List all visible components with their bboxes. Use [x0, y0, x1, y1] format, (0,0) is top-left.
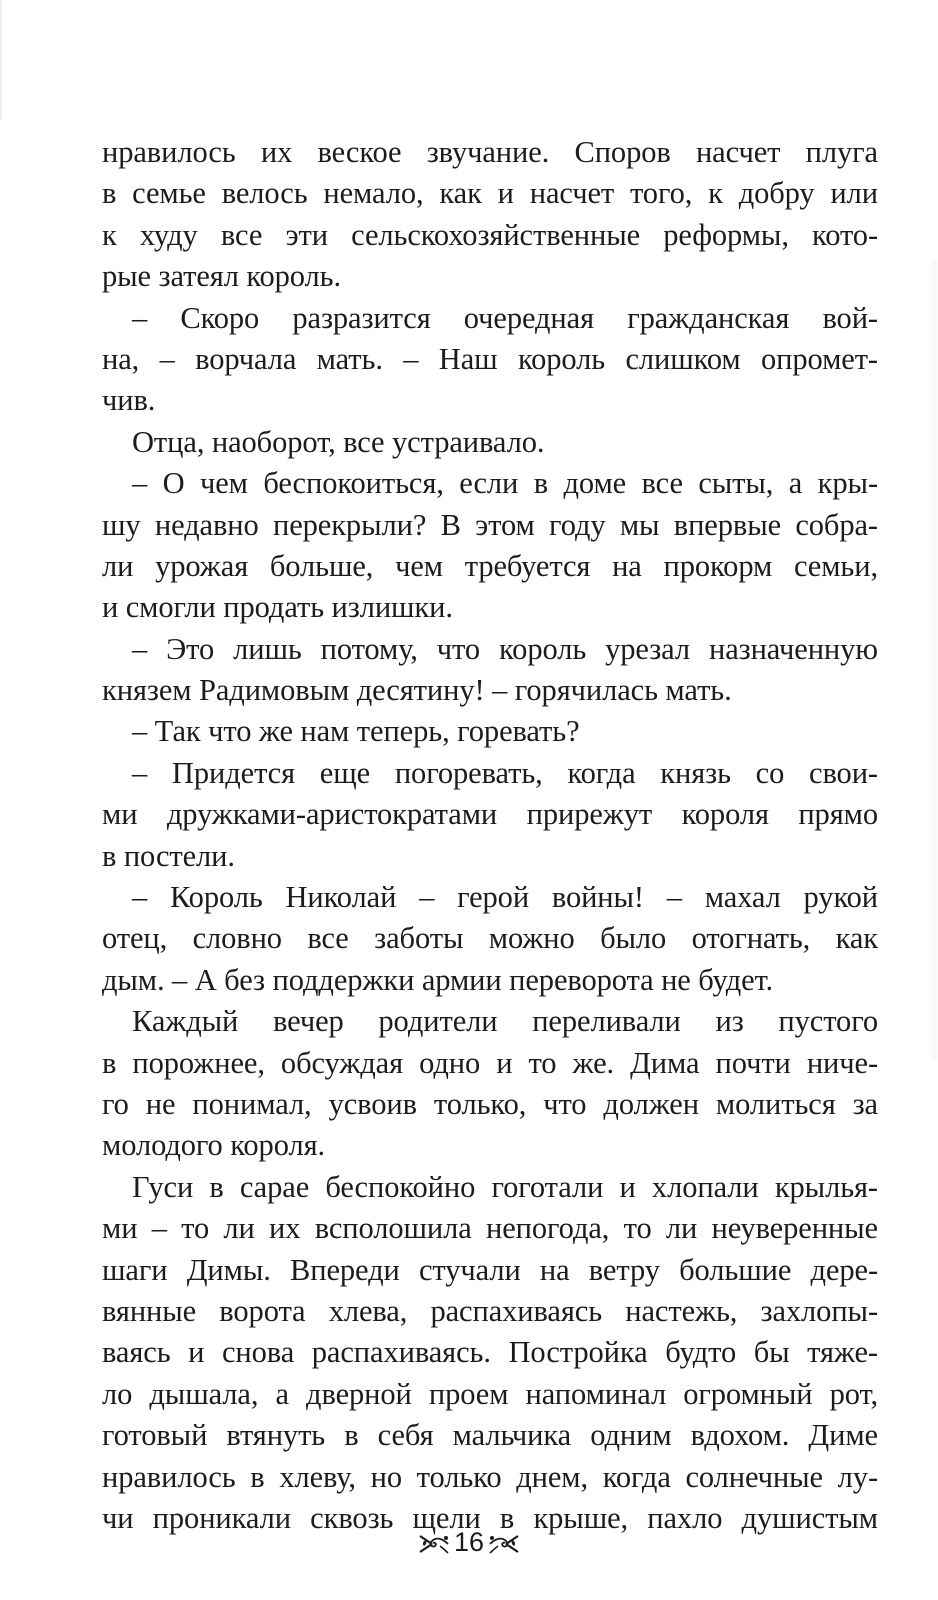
text-line: ло дышала, а дверной проем напоминал огромный рот,: [102, 1376, 878, 1411]
text-line: – Так что же нам теперь, горевать?: [132, 714, 580, 749]
page-number: 16: [453, 1527, 485, 1557]
text-line: в семье велось немало, как и насчет того, к добру или: [102, 176, 878, 211]
fleuron-right-icon: [488, 1533, 522, 1555]
text-line: и смогли продать излишки.: [102, 590, 453, 625]
text-line: ми – то ли их всполошила непогода, то ли неуверенные: [102, 1211, 878, 1246]
page-edge-shadow-left: [0, 0, 3, 120]
page-edge-shadow-right: [928, 260, 938, 1060]
text-line: – Придется еще погоревать, когда князь со свои-: [132, 755, 878, 790]
text-line: чив.: [102, 383, 156, 418]
text-line: го не понимал, усвоив только, что должен молиться за: [102, 1086, 878, 1121]
text-line: в постели.: [102, 838, 235, 873]
text-line: шу недавно перекрыли? В этом году мы впервые собра-: [102, 507, 878, 542]
fleuron-left-icon: [416, 1533, 450, 1555]
text-line: готовый втянуть в себя мальчика одним вдохом. Диме: [102, 1418, 878, 1453]
text-line: чи проникали сквозь щели в крыше, пахло душистым: [102, 1500, 878, 1535]
text-line: ми дружками-аристократами прирежут короля прямо: [102, 797, 878, 832]
text-line: ли урожая больше, чем требуется на прокорм семьи,: [102, 548, 878, 583]
text-line: – Король Николай – герой войны! – махал рукой: [132, 880, 878, 915]
text-line: нравилось их веское звучание. Споров насчет плуга: [102, 135, 878, 169]
page-footer: [0, 1524, 938, 1560]
text-line: на, – ворчала мать. – Наш король слишком опромет-: [102, 341, 878, 376]
text-line: отец, словно все заботы можно было отогнать, как: [102, 921, 878, 956]
text-line: рые затеял король.: [102, 259, 342, 294]
text-line: к худу все эти сельскохозяйственные реформы, кото-: [102, 217, 878, 252]
text-line: вянные ворота хлева, распахиваясь настежь, захлопы-: [102, 1293, 878, 1328]
text-line: молодого короля.: [102, 1128, 326, 1163]
text-line: ваясь и снова распахиваясь. Постройка будто бы тяже-: [102, 1335, 878, 1370]
text-line: нравилось в хлеву, но только днем, когда солнечные лу-: [102, 1459, 878, 1494]
body-text: [102, 132, 878, 1539]
text-line: – Это лишь потому, что король урезал назначенную: [132, 631, 878, 666]
text-line: князем Радимовым десятину! – горячилась мать.: [102, 673, 732, 708]
text-line: дым. – А без поддержки армии переворота не будет.: [102, 962, 774, 997]
text-line: – О чем беспокоиться, если в доме все сыты, а кры-: [132, 466, 878, 501]
text-line: – Скоро разразится очередная гражданская вой-: [132, 300, 878, 335]
text-line: Гуси в сарае беспокойно гоготали и хлопали крылья-: [132, 1169, 878, 1204]
text-line: Каждый вечер родители переливали из пустого: [132, 1004, 878, 1039]
text-line: Отца, наоборот, все устраивало.: [132, 424, 545, 459]
text-line: в порожнее, обсуждая одно и то же. Дима почти ниче-: [102, 1045, 878, 1080]
text-line: шаги Димы. Впереди стучали на ветру большие дере-: [102, 1252, 878, 1287]
